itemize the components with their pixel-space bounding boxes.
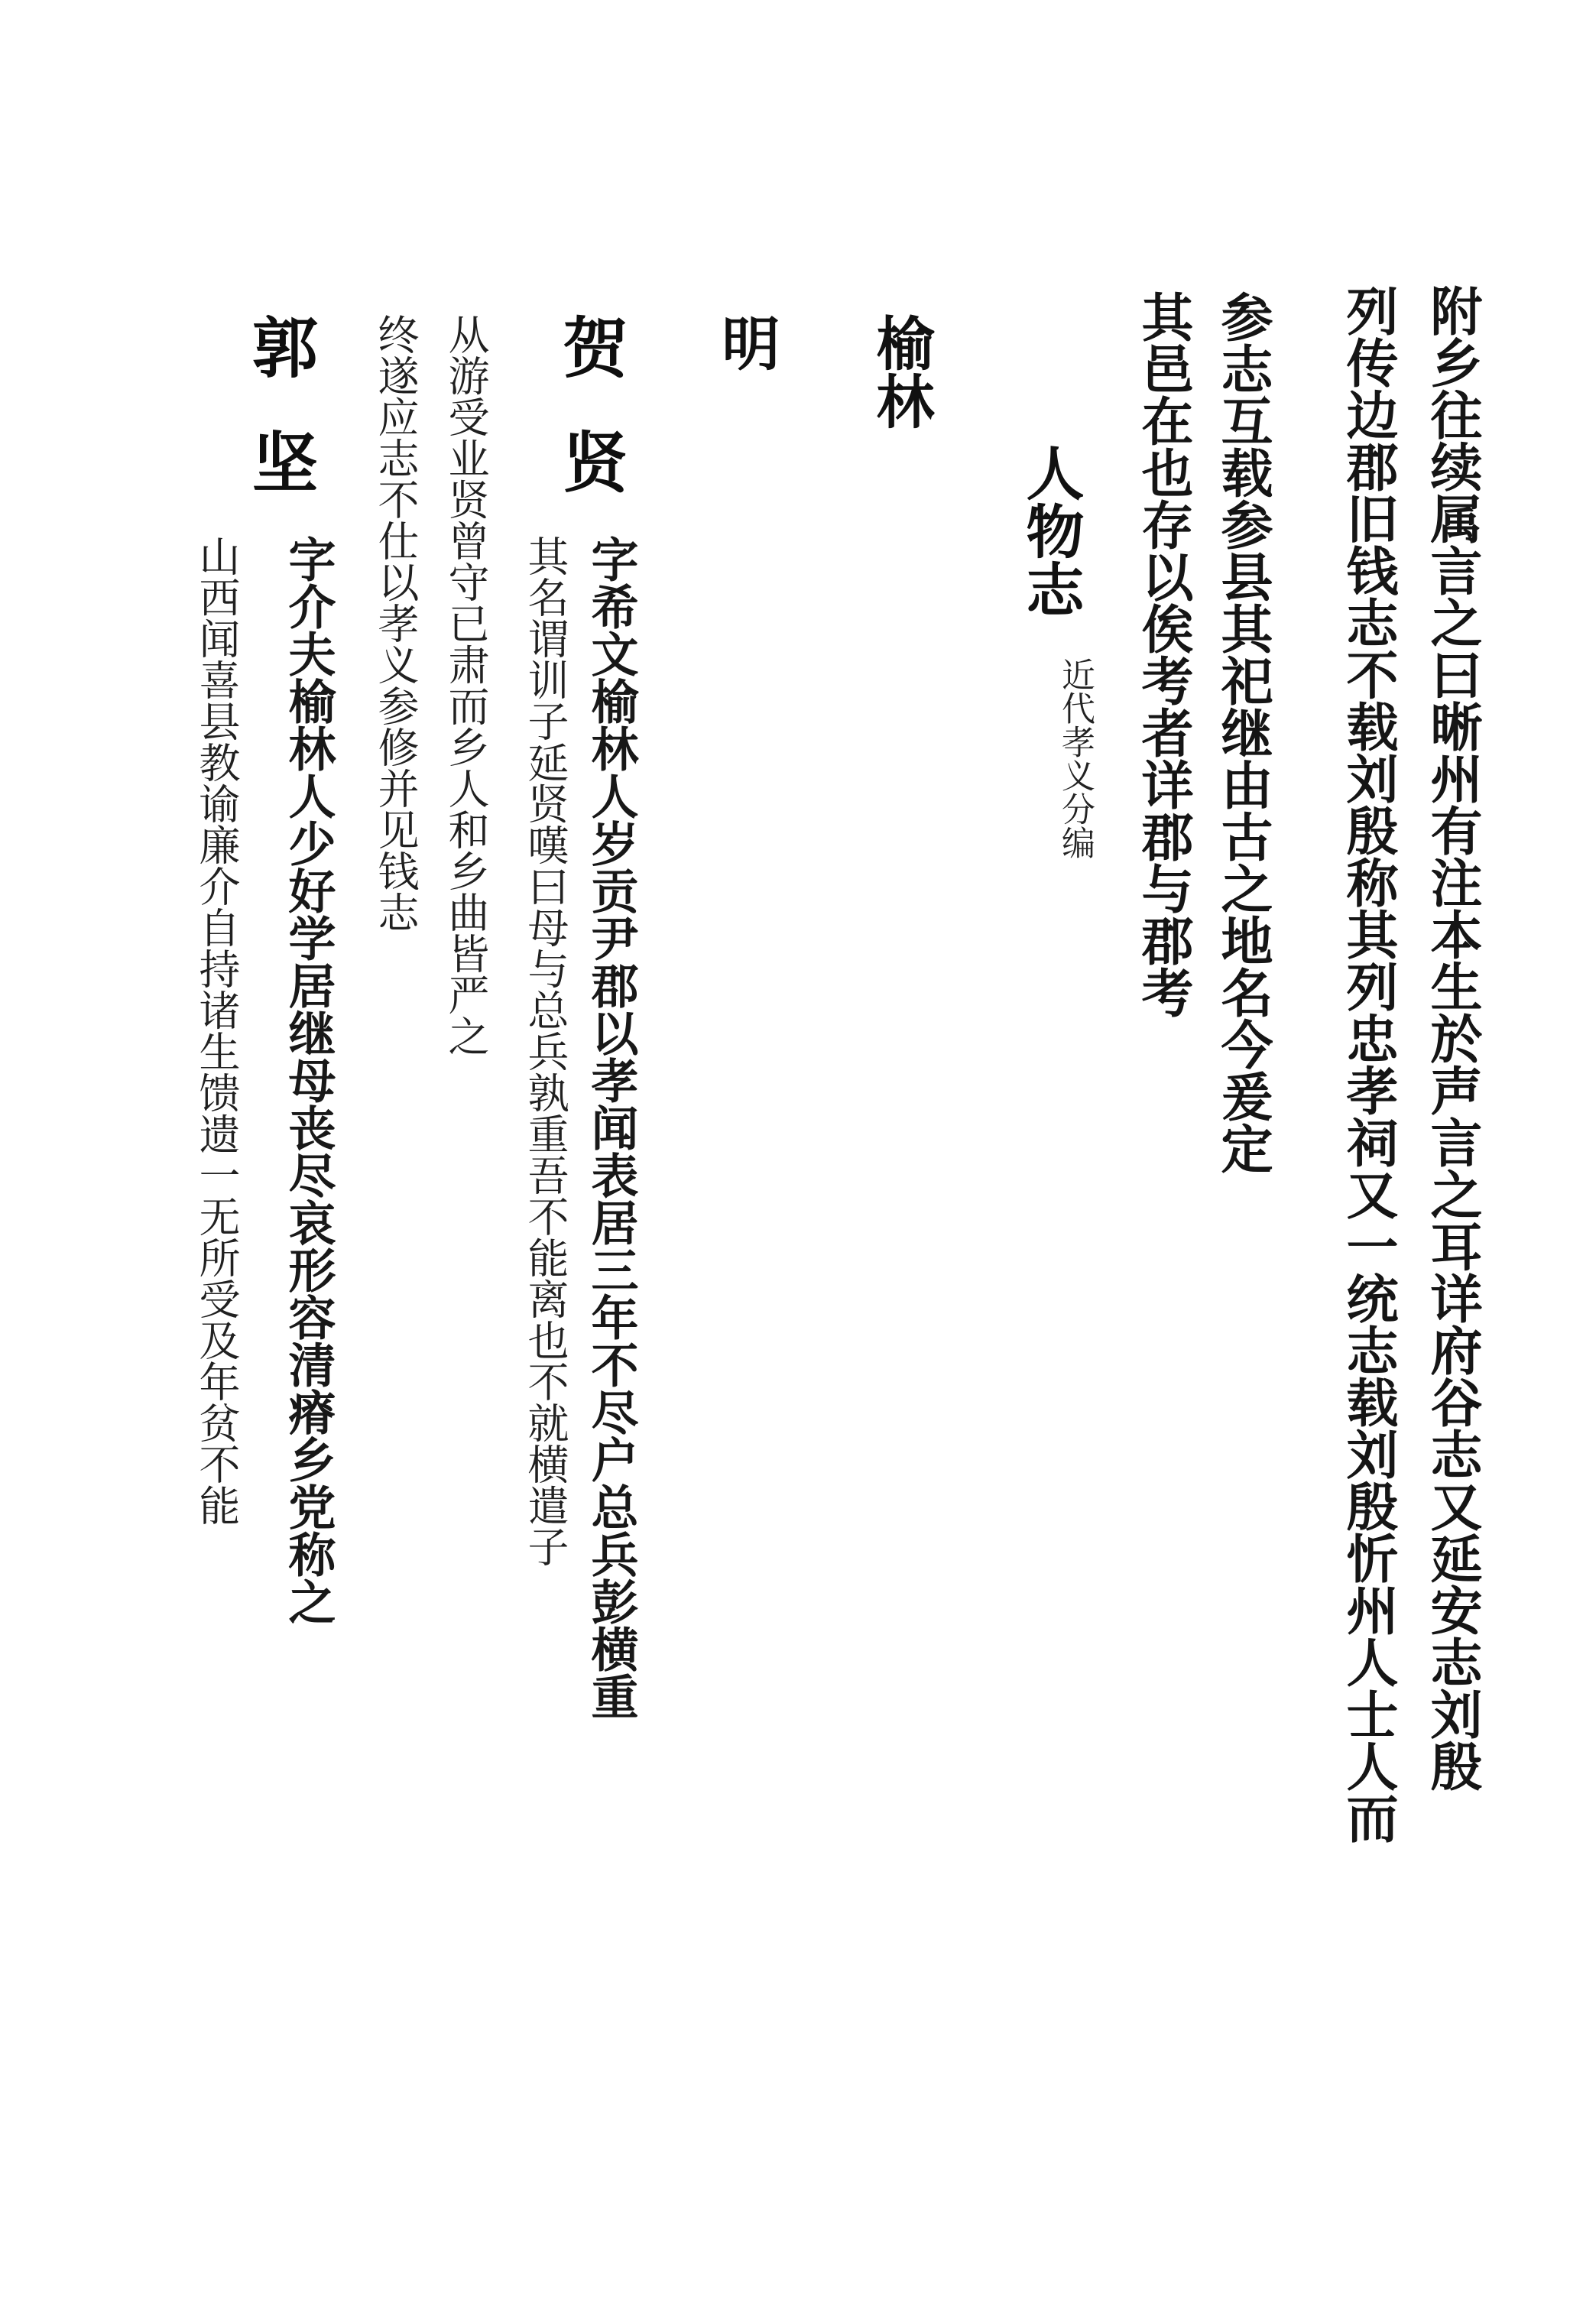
section-heading: 人物志: [1017, 443, 1085, 618]
text-column-2: 列传边郡旧钱志不载刘殷称其列忠孝祠又一统志载刘殷忻州人士人而: [1338, 284, 1399, 1844]
entry-guo-line-1: 字介夫榆林人少好学居继母丧尽哀形容清瘠乡党称之: [281, 535, 336, 1625]
entry-guo-line-2: 山西闻喜县教谕廉介自持诸生馈遗一无所受及年贫不能: [193, 535, 241, 1526]
entry-he-line-2: 其名谓训子延贤嘆曰母与总兵孰重吾不能离也不就横遣子: [521, 535, 569, 1567]
entry-he-line-3: 从游受业贤曾守已肃而乡人和乡曲皆严之: [442, 313, 490, 1056]
place-name-yulin: 榆林: [867, 313, 935, 430]
text-column-3: 参志互载参县其祀继由古之地名今爰定: [1212, 290, 1273, 1174]
section-subheading: 近代孝义分编: [1056, 657, 1095, 859]
place-name-ming: 明: [712, 313, 780, 371]
text-column-1: 附乡往续属言之曰晰州有注本生於声言之耳详府谷志又延安志刘殷: [1422, 284, 1483, 1792]
entry-name-he-2: 贤: [551, 428, 628, 494]
entry-name-he: 贺: [551, 313, 628, 379]
text-column-4: 其邑在也存以俟考者详郡与郡考: [1133, 290, 1194, 1018]
entry-he-line-4: 终遂应志不仕以孝义参修并见钱志: [371, 313, 420, 933]
entry-he-line-1: 字希文榆林人岁贡尹郡以孝闻表居三年不尽户总兵彭横重: [583, 535, 639, 1720]
entry-name-guo-2: 坚: [241, 428, 318, 494]
entry-name-guo: 郭: [241, 313, 318, 379]
